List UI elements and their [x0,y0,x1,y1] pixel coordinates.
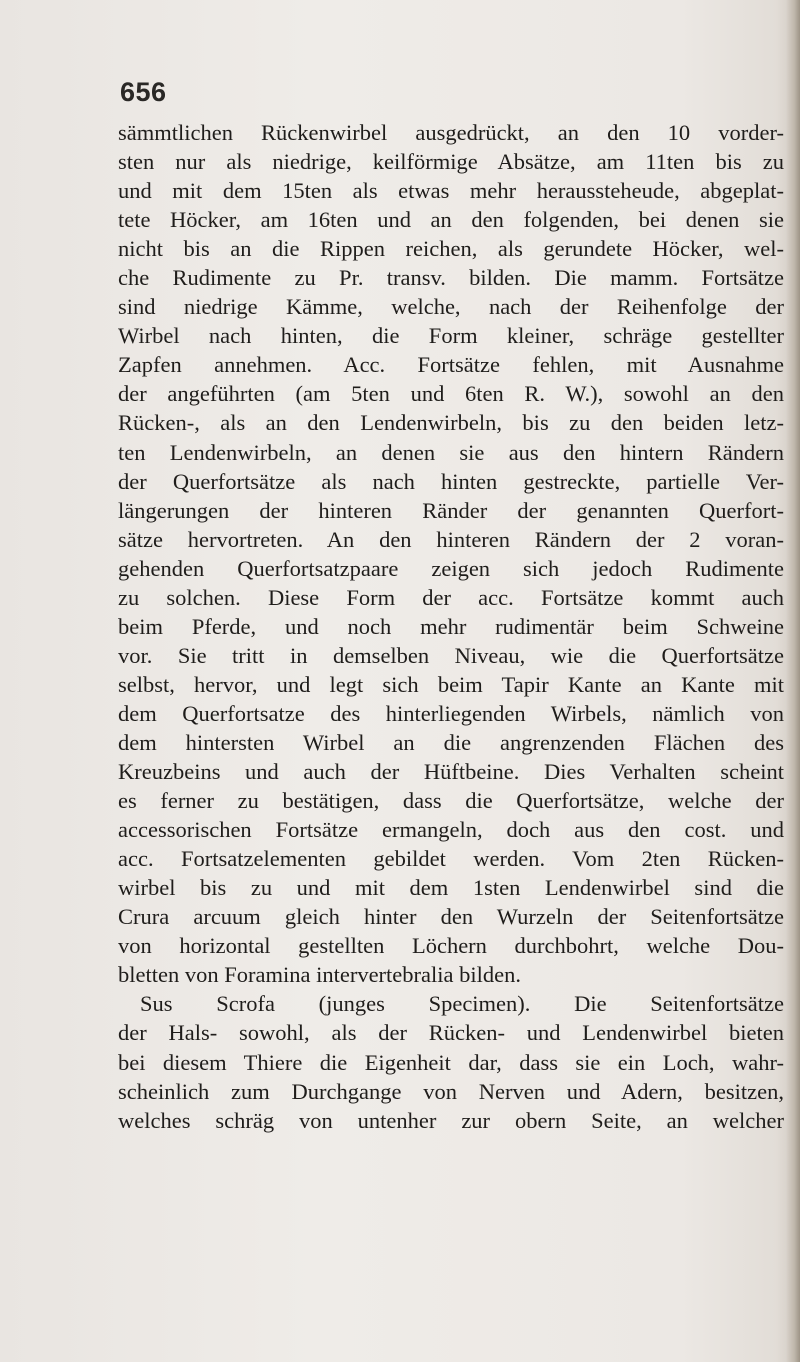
text-line: che Rudimente zu Pr. transv. bilden. Die mamm. Fortsätze [118,265,784,291]
text-line: ten Lendenwirbeln, an denen sie aus den hintern Rändern [118,439,784,465]
text-line: acc. Fortsatzelementen gebildet werden. Vom 2ten Rücken- [118,846,784,872]
text-line: sind niedrige Kämme, welche, nach der Reihenfolge der [118,294,784,320]
text-line: beim Pferde, und noch mehr rudimentär beim Schweine [118,613,784,639]
text-line: zu solchen. Diese Form der acc. Fortsätze kommt auch [118,584,784,610]
text-line: längerungen der hinteren Ränder der genannten Querfort- [118,497,784,523]
page-edge-shadow [786,0,800,1362]
text-line: der Hals- sowohl, als der Rücken- und Lendenwirbel bieten [118,1020,784,1046]
paragraph-end-line: bletten von Foramina intervertebralia bilden. [118,962,521,988]
text-line: tete Höcker, am 16ten und an den folgenden, bei denen sie [118,207,784,233]
page-number: 656 [120,77,167,107]
section-start-line: Sus Scrofa (junges Specimen). Die Seitenfortsätze [140,991,784,1017]
text-line: Wirbel nach hinten, die Form kleiner, schräge gestellter [118,323,784,349]
text-line: sämmtlichen Rückenwirbel ausgedrückt, an den 10 vorder- [118,120,784,145]
text-line: der Querfortsätze als nach hinten gestreckte, partielle Ver- [118,468,784,494]
text-line: nicht bis an die Rippen reichen, als gerundete Höcker, wel- [118,236,784,262]
text-line: bei diesem Thiere die Eigenheit dar, dass sie ein Loch, wahr- [118,1049,784,1075]
text-line: wirbel bis zu und mit dem 1sten Lendenwirbel sind die [118,875,784,901]
text-line: sätze hervortreten. An den hinteren Rändern der 2 voran- [118,526,784,552]
text-line: Rücken-, als an den Lendenwirbeln, bis zu den beiden letz- [118,410,784,436]
text-line: Zapfen annehmen. Acc. Fortsätze fehlen, mit Ausnahme [118,352,784,378]
text-line: es ferner zu bestätigen, dass die Querfortsätze, welche der [118,788,784,814]
body-text [118,118,784,1135]
text-line: Kreuzbeins und auch der Hüftbeine. Dies Verhalten scheint [118,759,784,785]
text-line: dem Querfortsatze des hinterliegenden Wirbels, nämlich von [118,700,784,726]
text-line: scheinlich zum Durchgange von Nerven und Adern, besitzen, [118,1078,784,1104]
text-line: der angeführten (am 5ten und 6ten R. W.), sowohl an den [118,381,784,407]
text-line: selbst, hervor, und legt sich beim Tapir Kante an Kante mit [118,671,784,697]
text-line: dem hintersten Wirbel an die angrenzenden Flächen des [118,729,784,755]
text-line: sten nur als niedrige, keilförmige Absätze, am 11ten bis zu [118,149,784,175]
text-line: welches schräg von untenher zur obern Seite, an welcher [118,1107,784,1133]
text-line: von horizontal gestellten Löchern durchbohrt, welche Dou- [118,933,784,959]
text-line: Crura arcuum gleich hinter den Wurzeln der Seitenfortsätze [118,904,784,930]
text-line: und mit dem 15ten als etwas mehr heraussteheude, abgeplat- [118,178,784,204]
text-line: gehenden Querfortsatzpaare zeigen sich jedoch Rudimente [118,555,784,581]
text-line: vor. Sie tritt in demselben Niveau, wie die Querfortsätze [118,642,784,668]
text-line: accessorischen Fortsätze ermangeln, doch aus den cost. und [118,817,784,843]
